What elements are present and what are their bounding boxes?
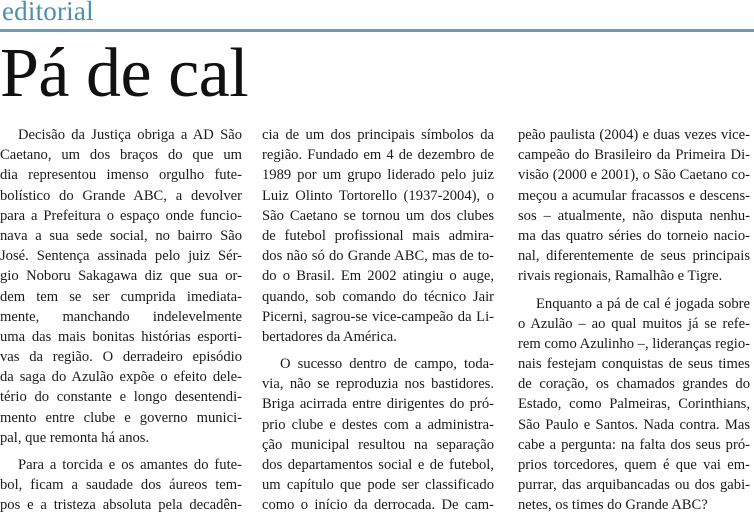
text-line: ma das quatro séries do torneio nacio-	[518, 227, 750, 244]
text-line: como o início da derrocada. De cam-	[262, 497, 494, 514]
article-column-3	[518, 125, 750, 516]
section-rule	[0, 29, 754, 32]
article-paragraph	[518, 294, 750, 516]
article-paragraph	[262, 354, 494, 516]
text-line: sos – atualmente, não disputa nenhu-	[518, 207, 750, 224]
text-line: via, não se reproduzia nos bastidores.	[262, 376, 494, 393]
text-line: campeão do Brasileiro da Primeira Di-	[518, 147, 750, 164]
text-line: Enquanto a pá de cal é jogada sobre	[536, 295, 750, 312]
text-line: nava a sua sede social, no bairro São	[0, 227, 242, 244]
text-line: do o Brasil. Em 2002 atingiu o auge,	[262, 268, 494, 285]
text-line: nal, diferentemente de seus principais	[518, 248, 750, 265]
text-line: O sucesso dentro de campo, toda-	[280, 356, 494, 373]
text-line: peão paulista (2004) e duas vezes vice-	[518, 127, 750, 143]
text-line: mento entre clube e governo munici-	[0, 409, 242, 426]
text-line: uma das mais bonitas histórias esporti-	[0, 328, 242, 345]
text-line: bertadores da América.	[262, 328, 397, 345]
text-line: José. Sentença assinada pelo juiz Sér-	[0, 248, 242, 265]
text-line: região. Fundado em 4 de dezembro de	[262, 147, 494, 164]
text-line: cabe a pergunta: na falta dos seus pró-	[518, 436, 750, 453]
text-line: cia de um dos principais símbolos da	[262, 127, 494, 143]
text-line: nais festejam conquistas de seus times	[518, 356, 750, 373]
article-paragraph	[518, 125, 750, 287]
text-line: dem tem se ser cumprida imediata-	[0, 288, 242, 305]
text-line: netes, os times do Grande ABC?	[518, 497, 708, 514]
text-line: mente, manchando indelevelmente	[0, 308, 242, 325]
article-paragraph	[262, 125, 494, 347]
text-line: rivais regionais, Ramalhão e Tigre.	[518, 268, 723, 285]
article-paragraph	[0, 125, 242, 448]
text-line: prios torcedores, quem é que vai em-	[518, 457, 750, 473]
text-line: ção municipal resultou na separação	[262, 436, 494, 453]
text-line: de futebol profissional mais admira-	[262, 227, 494, 244]
text-line: purrar, das arquibancadas ou dos gabi-	[518, 477, 750, 494]
text-line: dos departamentos social e de futebol,	[262, 457, 494, 473]
article-headline: Pá de cal	[0, 35, 249, 112]
text-line: dia representou imenso orgulho fute-	[0, 167, 242, 184]
text-line: rem como Azulinho –, lideranças regio-	[518, 335, 750, 352]
text-line: Para a torcida e os amantes do fute-	[18, 457, 242, 473]
paragraph-gap	[518, 287, 750, 294]
text-line: meçou a acumular fracassos e descens-	[518, 187, 750, 204]
section-label: editorial	[2, 0, 94, 26]
text-line: visão (2000 e 2001), o São Caetano co-	[518, 167, 750, 184]
text-line: Briga acirrada entre dirigentes do pró-	[262, 396, 494, 413]
text-line: Decisão da Justiça obriga a AD São	[18, 127, 242, 143]
text-line: Picerni, sagrou-se vice-campeão da Li-	[262, 308, 494, 325]
text-line: o Azulão – ao qual muitos já se refe-	[518, 315, 750, 332]
text-line: Luiz Olinto Tortorello (1937-2004), o	[262, 187, 494, 204]
text-line: gio Noboru Sakagawa diz que sua or-	[0, 268, 242, 285]
article-paragraph	[0, 455, 242, 516]
text-line: Estado, como Palmeiras, Corinthians,	[518, 396, 750, 413]
text-line: 1989 por um grupo liderado pelo juiz	[262, 167, 494, 184]
text-line: bol, ficam a saudade dos áureos tem-	[0, 477, 242, 494]
text-line: prio clube e destes com a administra-	[262, 416, 494, 433]
text-line: para a Prefeitura o espaço onde funcio-	[0, 207, 242, 224]
article-column-2	[262, 125, 494, 516]
paragraph-gap	[262, 347, 494, 354]
text-line: São Caetano se tornou um dos clubes	[262, 207, 494, 224]
text-line: dos não só do Grande ABC, mas de to-	[262, 248, 494, 265]
text-line: vas da região. O derradeiro episódio	[0, 349, 242, 366]
text-line: quando, sob comando do técnico Jair	[262, 288, 494, 305]
text-line: bolístico do Grande ABC, a devolver	[0, 187, 242, 204]
paragraph-gap	[0, 448, 242, 455]
text-line: tério do constante e longo desentendi-	[0, 389, 242, 406]
article-column-1	[0, 125, 242, 516]
text-line: São Paulo e Santos. Nada contra. Mas	[518, 416, 750, 433]
text-line: de coração, os chamados grandes do	[518, 376, 750, 393]
text-line: um capítulo que pode ser classificado	[262, 477, 494, 494]
text-line: da saga do Azulão expõe o efeito dele-	[0, 369, 242, 386]
text-line: pal, que remonta há anos.	[0, 429, 150, 446]
text-line: pos e a tristeza absoluta pela decadên-	[0, 497, 242, 514]
text-line: Caetano, um dos braços do que um	[0, 147, 242, 164]
